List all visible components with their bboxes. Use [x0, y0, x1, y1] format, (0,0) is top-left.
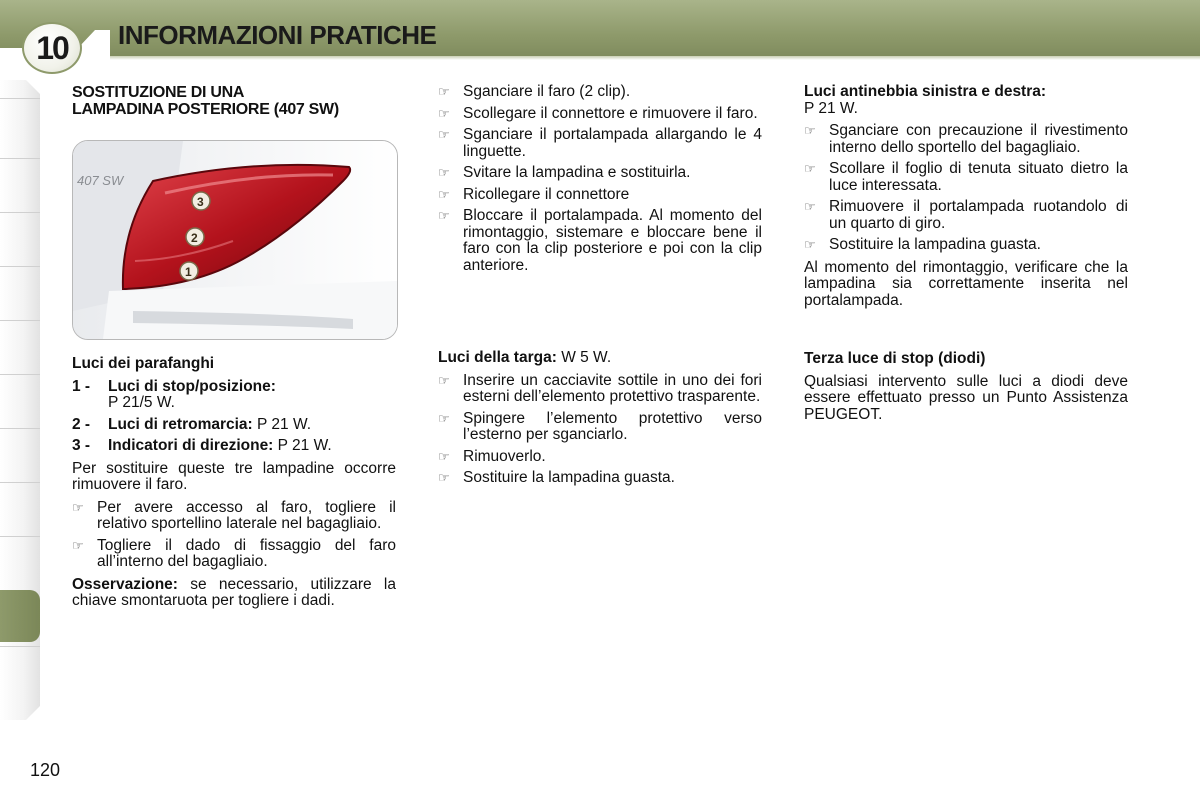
- bullet-text: Ricollegare il connettore: [463, 185, 630, 203]
- item-number: 3 -: [72, 437, 91, 454]
- column-3: [804, 84, 1128, 429]
- list-item: [438, 84, 762, 101]
- heading-line-2: LAMPADINA POSTERIORE (407 SW): [72, 101, 339, 118]
- pointing-hand-icon: ☞: [438, 208, 450, 223]
- bullet-text: Svitare la lampadina e sostituirla.: [463, 164, 691, 181]
- item-number: 1 -: [72, 377, 91, 395]
- bullet-list: [438, 84, 762, 274]
- third-stop-paragraph: Qualsiasi intervento sulle luci a diodi deve essere effettuato presso un Punto Assistenza PEUGEOT.: [804, 372, 1128, 423]
- pointing-hand-icon: ☞: [804, 199, 816, 214]
- list-item: [72, 538, 396, 571]
- page-title: INFORMAZIONI PRATICHE: [118, 20, 437, 50]
- list-item: [72, 417, 396, 434]
- bullet-list: [804, 123, 1128, 254]
- spacer: [804, 315, 1128, 351]
- fog-lights-line: [804, 84, 1128, 117]
- bulb-list: [72, 379, 396, 455]
- tab-divider: [0, 320, 40, 321]
- refit-paragraph: Al momento del rimontaggio, verificare che la lampadina sia correttamente inserita nel portalampada.: [804, 258, 1128, 309]
- third-stop-title: Terza luce di stop (diodi): [804, 350, 986, 367]
- item-value: P 21 W.: [277, 437, 332, 454]
- plate-lights-line: [438, 350, 762, 367]
- pointing-hand-icon: ☞: [804, 161, 816, 176]
- bullet-list: [438, 373, 762, 487]
- callout-3: [192, 192, 210, 210]
- list-item: [804, 237, 1128, 254]
- bullet-text: Sostituire la lampadina guasta.: [463, 469, 675, 486]
- pointing-hand-icon: ☞: [438, 186, 450, 202]
- bullet-text: Scollare il foglio di tenuta situato dietro la luce interessata.: [829, 160, 1128, 194]
- bullet-text: Per avere accesso al faro, togliere il relativo sportellino laterale nel bagagliaio.: [97, 498, 396, 532]
- spacer: [438, 280, 762, 350]
- tab-divider: [0, 428, 40, 429]
- list-item: [438, 187, 762, 204]
- fog-lights-value: P 21 W.: [804, 99, 858, 117]
- list-item: [72, 379, 396, 412]
- tab-divider: [0, 482, 40, 483]
- pointing-hand-icon: ☞: [438, 105, 450, 121]
- tab-divider: [0, 266, 40, 267]
- bullet-text: Sostituire la lampadina guasta.: [829, 236, 1041, 253]
- list-item: [438, 449, 762, 466]
- list-item: [438, 470, 762, 487]
- pointing-hand-icon: ☞: [804, 237, 816, 252]
- pointing-hand-icon: ☞: [438, 165, 450, 180]
- item-value: P 21 W.: [257, 415, 312, 433]
- list-item: [804, 161, 1128, 194]
- chapter-tab-active[interactable]: [0, 590, 40, 642]
- svg-text:3: 3: [197, 195, 204, 209]
- item-value: P 21/5 W.: [108, 394, 175, 411]
- heading-line-1: SOSTITUZIONE DI UNA: [72, 84, 245, 101]
- tab-divider: [0, 374, 40, 375]
- pointing-hand-icon: ☞: [438, 470, 450, 485]
- bullet-text: Rimuovere il portalampada ruotandolo di un quarto di giro.: [829, 198, 1128, 232]
- svg-text:2: 2: [191, 231, 198, 245]
- list-item: [438, 127, 762, 160]
- plate-lights-value: W 5 W.: [561, 349, 612, 366]
- intro-paragraph: Per sostituire queste tre lampadine occorre rimuovere il faro.: [72, 459, 396, 493]
- pointing-hand-icon: ☞: [438, 127, 450, 142]
- rear-lamp-photo: [72, 140, 398, 340]
- list-item: [438, 165, 762, 182]
- fog-lights-label: Luci antinebbia sinistra e destra:: [804, 83, 1047, 100]
- callout-2: [186, 228, 204, 246]
- bullet-text: Sganciare il portalampada allargando le 4 linguette.: [463, 126, 762, 160]
- bullet-text: Sganciare il faro (2 clip).: [463, 83, 631, 100]
- list-item: [438, 208, 762, 274]
- column-2: [438, 84, 762, 493]
- bullet-text: Bloccare il portalampada. Al momento del rimontaggio, sistemare e bloccare bene il faro con la clip posteriore e poi con la clip anteriore.: [463, 207, 762, 274]
- fender-lights-title: Luci dei parafanghi: [72, 355, 215, 372]
- item-label: Luci di stop/posizione:: [108, 377, 276, 395]
- list-item: [438, 411, 762, 444]
- bullet-text: Spingere l’elemento protettivo verso l’esterno per sganciarlo.: [463, 409, 762, 443]
- bullet-text: Rimuoverlo.: [463, 447, 546, 465]
- item-number: 2 -: [72, 415, 91, 433]
- pointing-hand-icon: ☞: [438, 448, 450, 464]
- list-item: [72, 500, 396, 533]
- column-1: [72, 84, 396, 616]
- list-item: [804, 199, 1128, 232]
- tab-divider: [0, 98, 40, 99]
- page-number: 120: [30, 760, 61, 780]
- note-text: se necessario, utilizzare la chiave smontaruota per togliere i dadi.: [72, 575, 396, 609]
- section-heading: [72, 84, 396, 118]
- chapter-number-badge: 10: [22, 22, 82, 74]
- list-item: [438, 106, 762, 123]
- callout-1: [180, 262, 198, 280]
- bullet-text: Scollegare il connettore e rimuovere il faro.: [463, 104, 758, 122]
- bullet-text: Sganciare con precauzione il rivestimento interno dello sportello del bagagliaio.: [829, 122, 1128, 156]
- pointing-hand-icon: ☞: [438, 372, 450, 388]
- plate-lights-label: Luci della targa:: [438, 349, 557, 366]
- svg-text:1: 1: [185, 265, 192, 279]
- pointing-hand-icon: ☞: [804, 123, 816, 138]
- tab-divider: [0, 212, 40, 213]
- header-shadow: [0, 56, 1200, 60]
- item-label: Indicatori di direzione:: [108, 437, 274, 454]
- model-badge: 407 SW: [77, 173, 124, 188]
- note-paragraph: [72, 577, 396, 610]
- bullet-text: Inserire un cacciavite sottile in uno dei fori esterni dell’elemento protettivo trasparente.: [463, 371, 762, 405]
- tab-divider: [0, 646, 40, 647]
- pointing-hand-icon: ☞: [72, 537, 84, 553]
- rear-lamp-illustration: [73, 141, 397, 339]
- pointing-hand-icon: ☞: [72, 499, 84, 515]
- tab-divider: [0, 536, 40, 537]
- pointing-hand-icon: ☞: [438, 410, 450, 426]
- list-item: [804, 123, 1128, 156]
- list-item: [72, 438, 396, 455]
- bullet-list: [72, 500, 396, 571]
- list-item: [438, 373, 762, 406]
- note-label: Osservazione:: [72, 575, 178, 593]
- item-label: Luci di retromarcia:: [108, 415, 253, 433]
- tab-divider: [0, 158, 40, 159]
- bullet-text: Togliere il dado di fissaggio del faro all’interno del bagagliaio.: [97, 536, 396, 570]
- pointing-hand-icon: ☞: [438, 84, 450, 99]
